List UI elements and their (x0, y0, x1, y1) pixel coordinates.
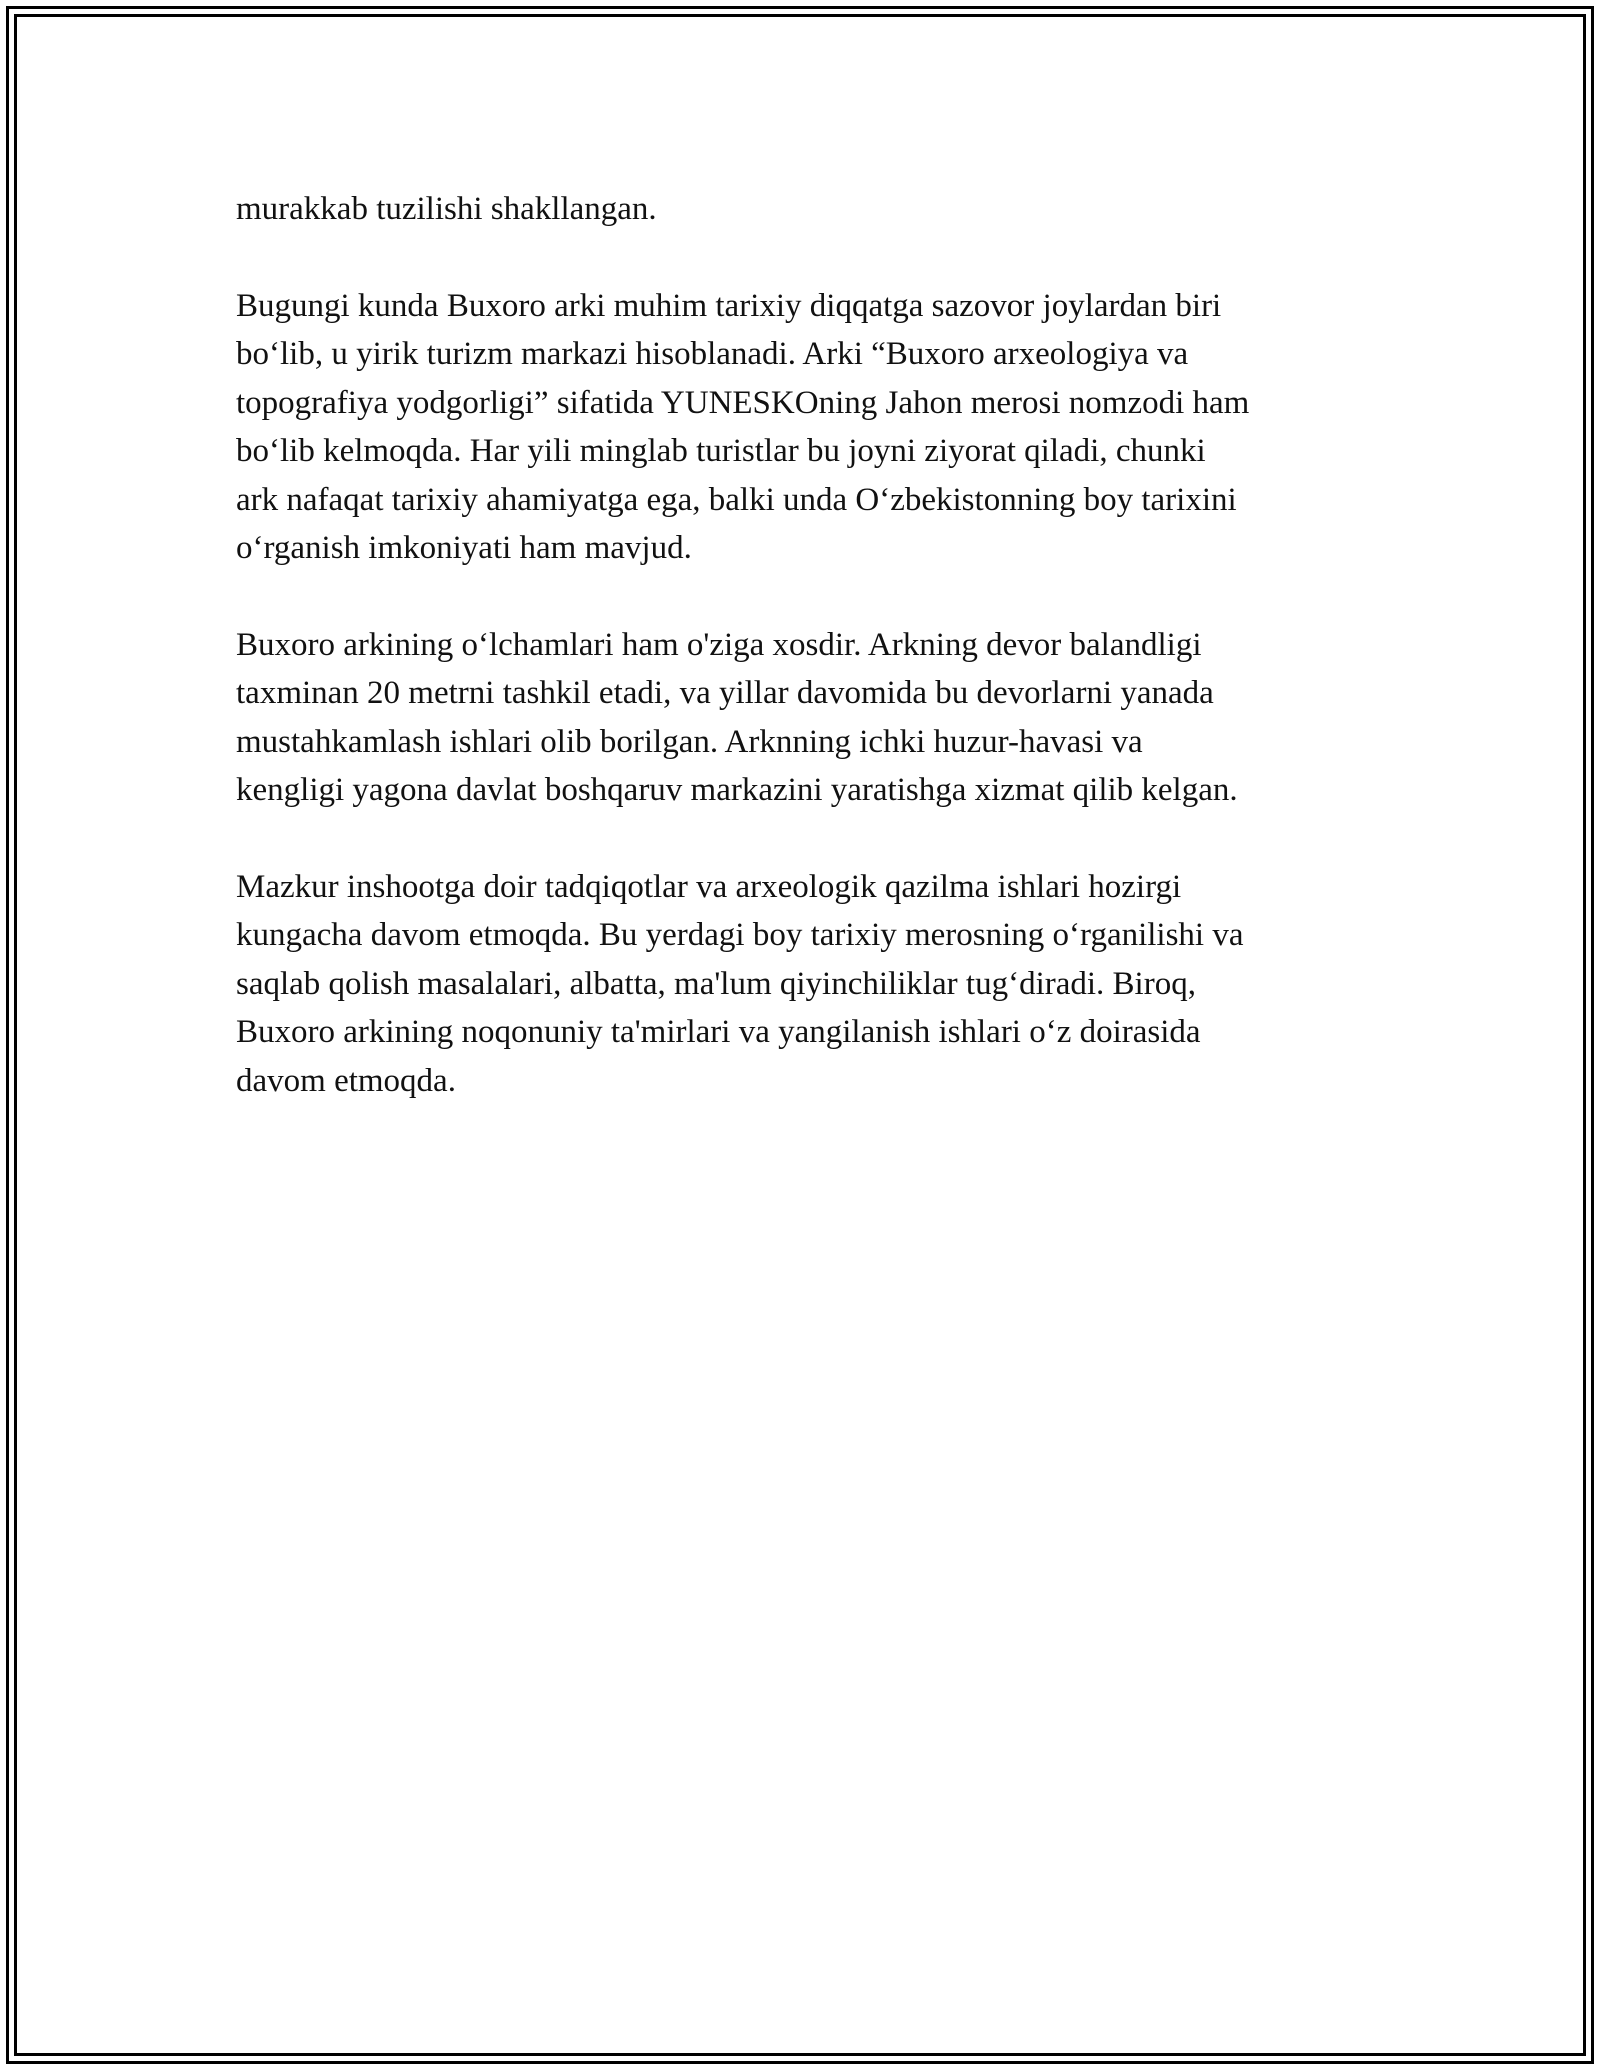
paragraph-dimensions: Buxoro arkining o‘lchamlari ham o'ziga xosdir. Arkning devor balandligi taxminan 20 metrni tashkil etadi, va yillar davomida bu devorlarni yanada mustahkamlash ishlari olib borilgan. Arknning ichki huzur-havasi va kengligi yagona davlat boshqaruv markazini yaratishga xizmat qilib kelgan. (236, 626, 1238, 808)
paragraph-continuation: murakkab tuzilishi shakllangan. (236, 191, 657, 227)
document-body (236, 185, 1370, 1153)
paragraph-research: Mazkur inshootga doir tadqiqotlar va arxeologik qazilma ishlari hozirgi kungacha davom etmoqda. Bu yerdagi boy tarixiy merosning o‘rganilishi va saqlab qolish masalalari, albatta, ma'lum qiyinchiliklar tug‘diradi. Biroq, Buxoro arkining noqonuniy ta'mirlari va yangilanish ishlari o‘z doirasida davom etmoqda. (236, 868, 1244, 1099)
paragraph-tourism: Bugungi kunda Buxoro arki muhim tarixiy diqqatga sazovor joylardan biri bo‘lib, u yirik turizm markazi hisoblanadi. Arki “Buxoro arxeologiya va topografiya yodgorligi” sifatida YUNESKOning Jahon merosi nomzodi ham bo‘lib kelmoqda. Har yili minglab turistlar bu joyni ziyorat qiladi, chunki ark nafaqat tarixiy ahamiyatga ega, balki unda O‘zbekistonning boy tarixini o‘rganish imkoniyati ham mavjud. (236, 287, 1250, 566)
